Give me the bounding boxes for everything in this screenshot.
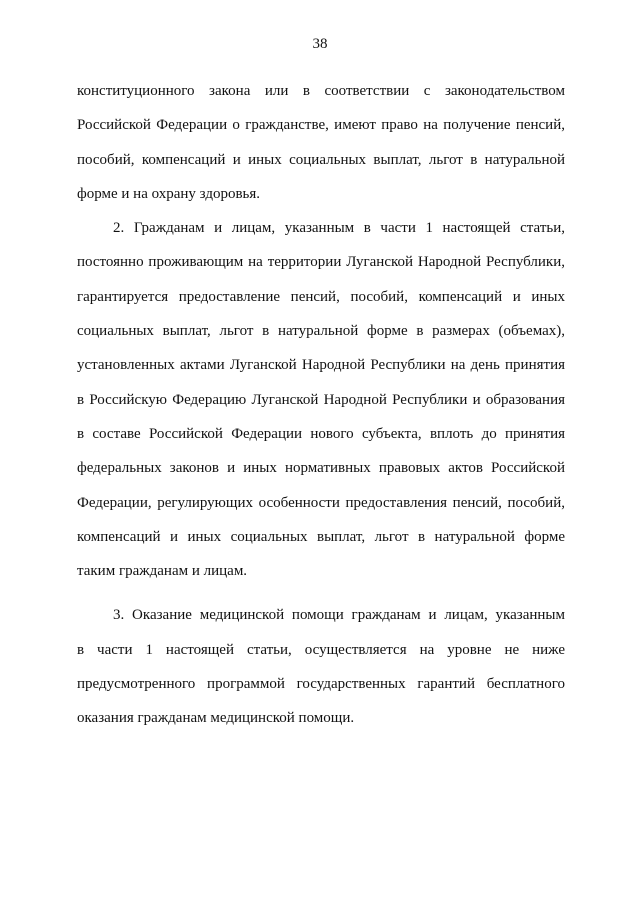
text-line: установленных актами Луганской Народной Республики на день принятия: [77, 357, 565, 374]
text-line: таким гражданам и лицам.: [77, 563, 248, 580]
paragraph-gap: [77, 588, 565, 598]
text-line: постоянно проживающим на территории Луганской Народной Республики,: [77, 254, 565, 271]
text-line: федеральных законов и иных нормативных правовых актов Российской: [77, 460, 565, 477]
text-line: форме и на охрану здоровья.: [77, 185, 261, 202]
text-line: 3. Оказание медицинской помощи гражданам и лицам, указанным: [113, 607, 565, 624]
paragraph-part-2: [77, 211, 565, 588]
paragraph-continuation: [77, 74, 565, 211]
text-line: конституционного закона или в соответствии с законодательством: [77, 83, 565, 99]
page-number: 38: [312, 36, 328, 52]
text-line: пособий, компенсаций и иных социальных выплат, льгот в натуральной: [77, 151, 565, 168]
text-line: оказания гражданам медицинской помощи.: [77, 710, 355, 727]
text-line: социальных выплат, льгот в натуральной форме в размерах (объемах),: [77, 323, 565, 340]
text-line: компенсаций и иных социальных выплат, льгот в натуральной форме: [77, 528, 565, 545]
text-line: Федерации, регулирующих особенности предоставления пенсий, пособий,: [77, 494, 565, 511]
text-line: Российской Федерации о гражданстве, имеют право на получение пенсий,: [77, 117, 565, 134]
text-line: предусмотренного программой государственных гарантий бесплатного: [77, 676, 565, 693]
document-body: [77, 74, 565, 736]
text-line: 2. Гражданам и лицам, указанным в части 1 настоящей статьи,: [113, 220, 565, 237]
text-line: в части 1 настоящей статьи, осуществляется на уровне не ниже: [77, 641, 565, 658]
text-line: гарантируется предоставление пенсий, пособий, компенсаций и иных: [77, 288, 565, 305]
paragraph-part-3: [77, 598, 565, 735]
text-line: в составе Российской Федерации нового субъекта, вплоть до принятия: [77, 425, 565, 442]
text-line: в Российскую Федерацию Луганской Народной Республики и образования: [77, 391, 565, 408]
